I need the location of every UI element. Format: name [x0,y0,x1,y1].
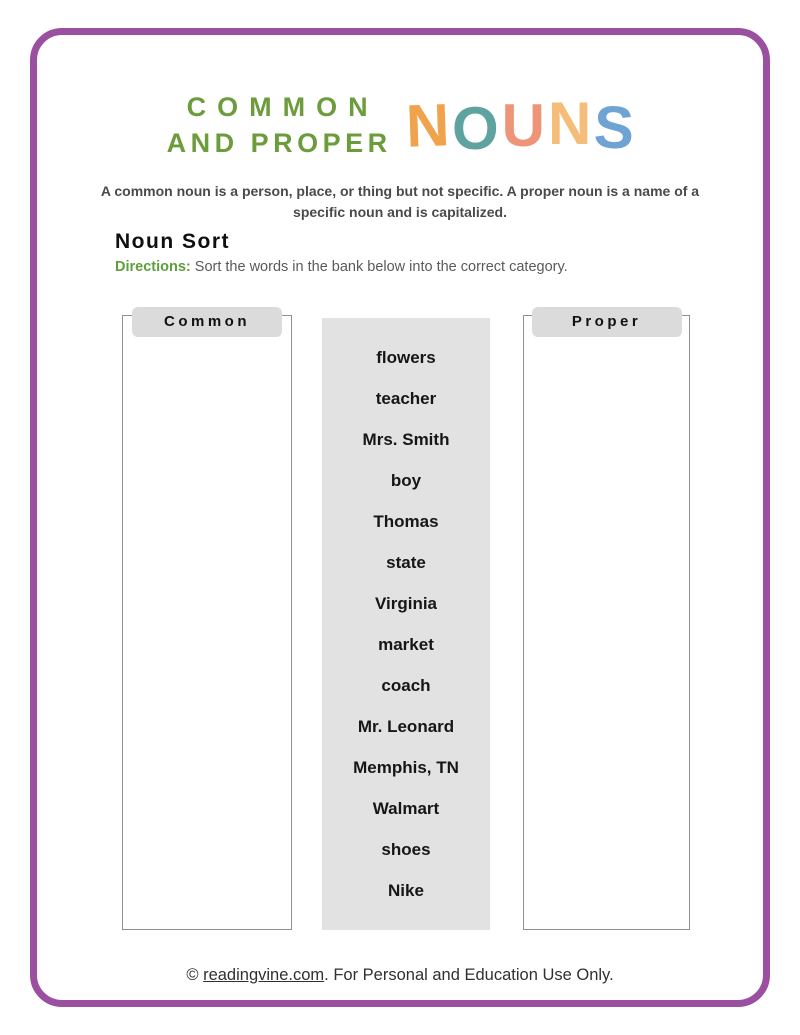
word-bank-item: Walmart [372,799,440,818]
title-block [0,89,800,162]
section-heading: Noun Sort [115,230,230,253]
word-bank-item: market [378,635,434,654]
word-bank-item: Mr. Leonard [357,717,455,736]
intro-text: A common noun is a person, place, or thing but not specific. A proper noun is a name of a specific noun and is capitalized. [100,183,700,220]
word-bank-item: shoes [381,840,431,859]
footer-copyright-prefix: © [186,966,204,984]
directions-label: Directions: [115,259,191,275]
word-bank-item: teacher [375,389,437,408]
title-letter: N [404,90,454,160]
footer-suffix: . For Personal and Education Use Only. [324,966,614,984]
footer-link[interactable]: readingvine.com [203,966,325,984]
title-line-2: AND PROPER [166,128,392,158]
title-letter: N [548,89,595,157]
word-bank [322,318,490,930]
word-bank-item: Nike [388,881,424,900]
directions [115,259,568,275]
title-letter: U [501,91,548,159]
word-bank-item: boy [390,471,422,490]
proper-header-tab: Proper [532,307,682,337]
directions-text: Sort the words in the bank below into the correct category. [194,259,568,275]
common-column-box [122,315,292,930]
sort-area [0,308,800,940]
word-bank-item: Thomas [373,512,439,531]
proper-column-box [523,315,690,930]
word-bank-item: state [386,553,426,572]
common-header-tab: Common [132,307,282,337]
word-bank-item: Virginia [374,594,438,613]
word-bank-item: coach [381,676,431,695]
word-bank-item: flowers [376,348,436,367]
title-letter: S [593,92,639,162]
word-bank-item: Memphis, TN [353,758,459,777]
word-bank-item: Mrs. Smith [362,430,450,449]
title-letter: O [451,94,502,162]
footer [0,966,800,985]
title-green-lines [163,92,392,159]
title-line-1: COMMON [186,92,379,122]
title-nouns-word [404,89,639,162]
